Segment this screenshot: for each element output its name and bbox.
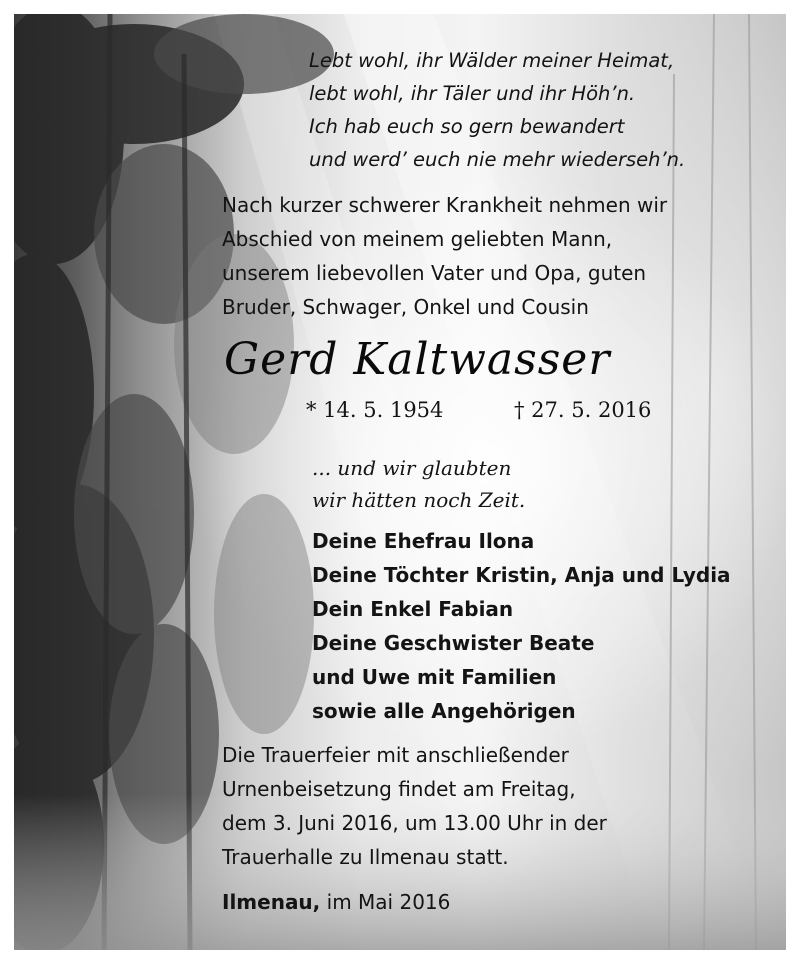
intro-paragraph <box>222 188 667 324</box>
mourner-line: sowie alle Angehörigen <box>312 699 576 723</box>
poem-line: lebt wohl, ihr Täler und ihr Höh’n. <box>309 82 636 105</box>
mourner-line: Dein Enkel Fabian <box>312 597 514 621</box>
quote-line: ... und wir glaubten <box>312 456 512 480</box>
closing-date: im Mai 2016 <box>326 890 451 914</box>
service-line: dem 3. Juni 2016, um 13.00 Uhr in der <box>222 811 607 835</box>
death-date: † 27. 5. 2016 <box>514 398 652 422</box>
service-line: Die Trauerfeier mit anschließender <box>222 743 569 767</box>
mourner-line: und Uwe mit Familien <box>312 665 557 689</box>
mourner-line: Deine Töchter Kristin, Anja und Lydia <box>312 563 731 587</box>
place-and-date <box>222 890 450 914</box>
intro-line: Bruder, Schwager, Onkel und Cousin <box>222 295 589 319</box>
obituary-notice <box>14 14 786 950</box>
poem-line: Ich hab euch so gern bewandert <box>309 115 625 138</box>
birth-date: * 14. 5. 1954 <box>306 398 444 422</box>
poem-line: Lebt wohl, ihr Wälder meiner Heimat, <box>309 49 675 72</box>
mourners-list <box>312 524 731 728</box>
mourner-line: Deine Geschwister Beate <box>312 631 595 655</box>
deceased-name: Gerd Kaltwasser <box>224 334 611 385</box>
service-line: Urnenbeisetzung findet am Freitag, <box>222 777 576 801</box>
quote <box>312 452 525 516</box>
intro-line: unserem liebevollen Vater und Opa, guten <box>222 261 647 285</box>
mourner-line: Deine Ehefrau Ilona <box>312 529 535 553</box>
closing-place: Ilmenau, <box>222 890 321 914</box>
funeral-service-info <box>222 738 607 874</box>
poem-line: und werd’ euch nie mehr wiederseh’n. <box>309 148 686 171</box>
poem-verse <box>309 44 685 176</box>
service-line: Trauerhalle zu Ilmenau statt. <box>222 845 509 869</box>
intro-line: Abschied von meinem geliebten Mann, <box>222 227 613 251</box>
intro-line: Nach kurzer schwerer Krankheit nehmen wir <box>222 193 668 217</box>
quote-line: wir hätten noch Zeit. <box>312 488 526 512</box>
